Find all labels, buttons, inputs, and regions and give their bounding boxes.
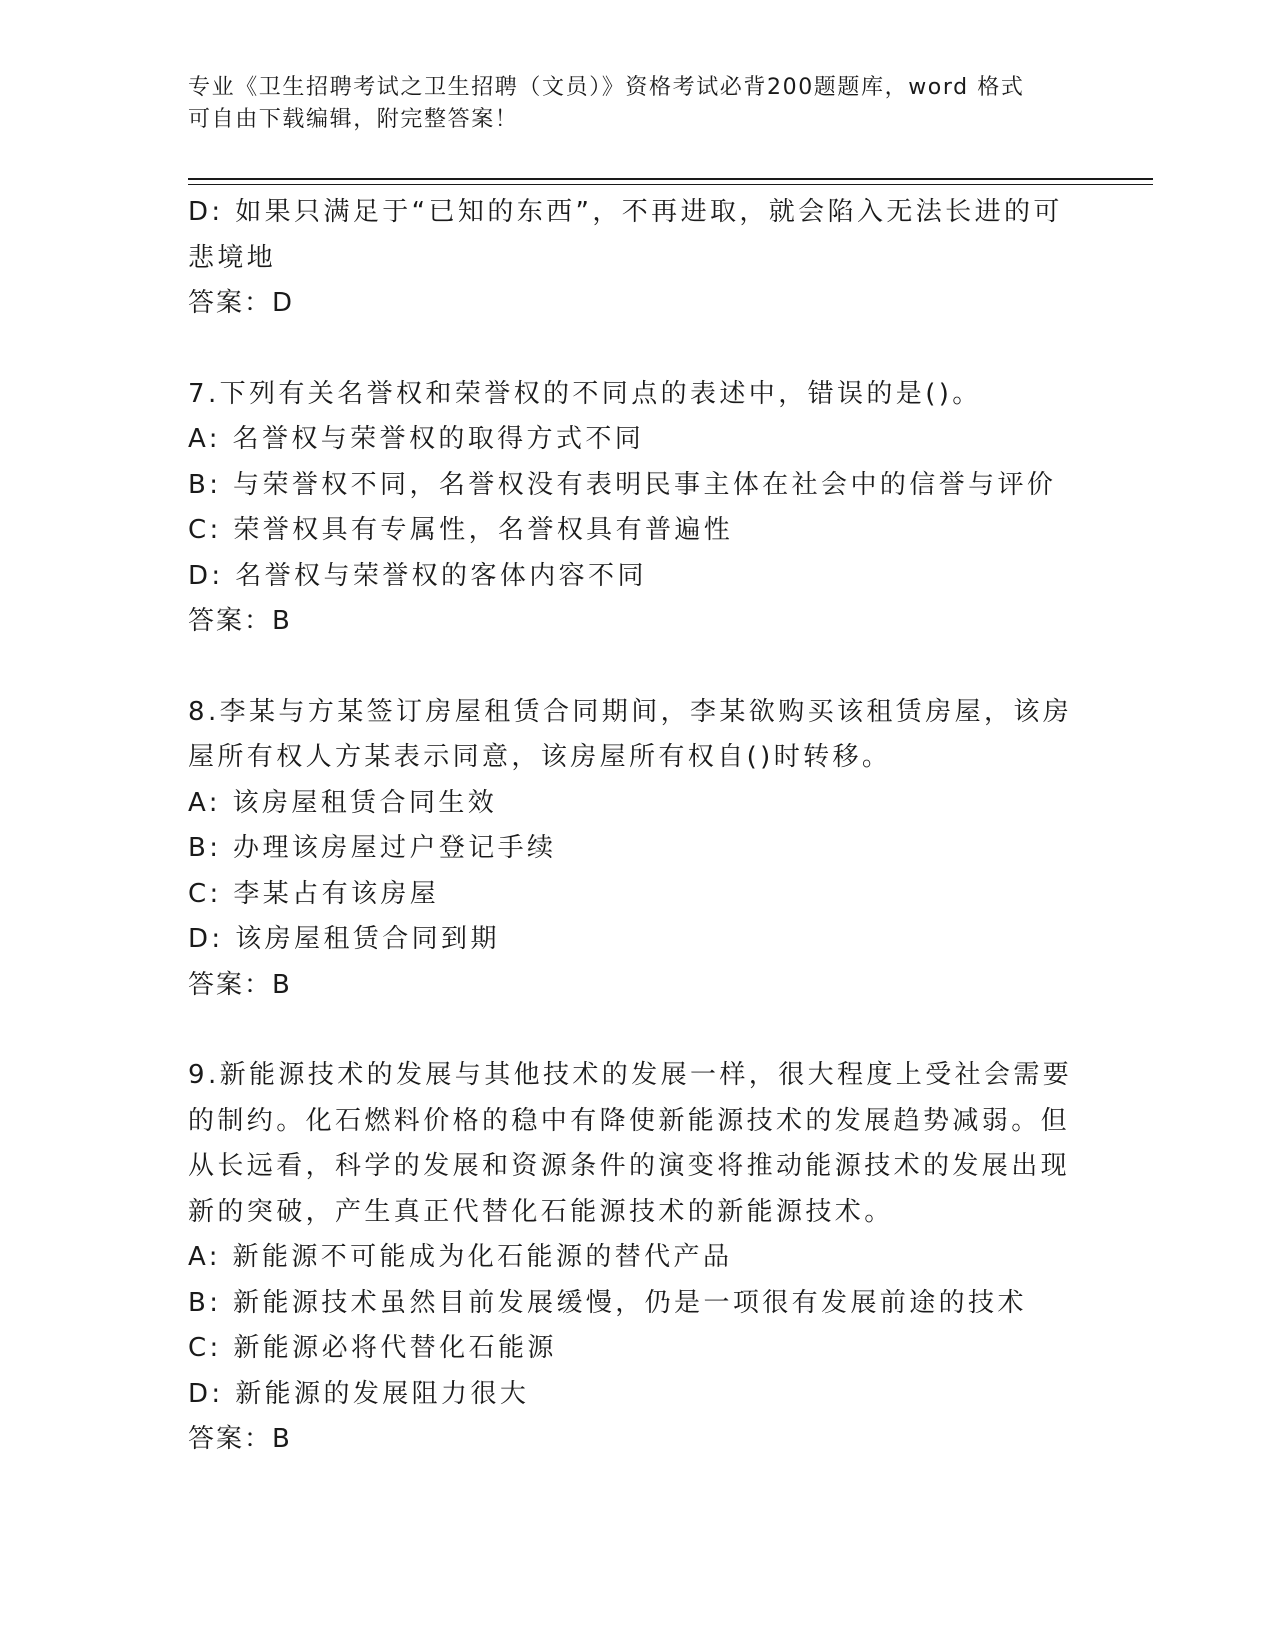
option-d-line-2: 悲境地 xyxy=(188,242,277,273)
option-d: D: 该房屋租赁合同到期 xyxy=(188,924,500,954)
question-block-9 xyxy=(188,1053,1073,1463)
option-b: B: 与荣誉权不同，名誉权没有表明民事主体在社会中的信誉与评价 xyxy=(188,469,1057,500)
option-b: B: 新能源技术虽然目前发展缓慢，仍是一项很有发展前途的技术 xyxy=(188,1287,1027,1318)
document-header xyxy=(188,72,1068,136)
option-d: D: 新能源的发展阻力很大 xyxy=(188,1378,530,1409)
option-a: A: 该房屋租赁合同生效 xyxy=(188,787,498,818)
question-stem-line-2: 的制约。化石燃料价格的稳中有降使新能源技术的发展趋势减弱。但 xyxy=(188,1105,1071,1136)
spacer xyxy=(188,327,1068,372)
option-d: D: 名誉权与荣誉权的客体内容不同 xyxy=(188,560,647,591)
answer-text: 答案：D xyxy=(188,288,295,318)
question-block-6 xyxy=(188,190,1068,327)
option-c: C: 新能源必将代替化石能源 xyxy=(188,1333,557,1363)
question-stem: 7.下列有关名誉权和荣誉权的不同点的表述中，错误的是()。 xyxy=(188,378,982,409)
question-stem-line-4: 新的突破，产生真正代替化石能源技术的新能源技术。 xyxy=(188,1196,894,1227)
question-stem-line-1: 8.李某与方某签订房屋租赁合同期间，李某欲购买该租赁房屋，该房 xyxy=(188,696,1073,727)
question-block-7 xyxy=(188,372,1068,645)
header-line-2: 可自由下载编辑，附完整答案！ xyxy=(188,107,519,132)
spacer xyxy=(188,645,1068,690)
answer-text: 答案：B xyxy=(188,606,292,636)
header-line-1: 专业《卫生招聘考试之卫生招聘（文员）》资格考试必背200题题库，word 格式 xyxy=(188,75,1025,100)
document-body xyxy=(188,190,1073,1463)
question-stem-line-1: 9.新能源技术的发展与其他技术的发展一样，很大程度上受社会需要 xyxy=(188,1060,1073,1090)
option-c: C: 荣誉权具有专属性，名誉权具有普遍性 xyxy=(188,515,734,545)
option-c: C: 李某占有该房屋 xyxy=(188,878,440,909)
answer-text: 答案：B xyxy=(188,1424,292,1454)
question-block-8 xyxy=(188,690,1073,1009)
option-b: B: 办理该房屋过户登记手续 xyxy=(188,833,557,863)
answer-text: 答案：B xyxy=(188,969,292,1000)
header-rule-thick xyxy=(188,178,1153,180)
option-a: A: 名誉权与荣誉权的取得方式不同 xyxy=(188,424,645,454)
spacer xyxy=(188,1008,1068,1053)
question-stem-line-3: 从长远看，科学的发展和资源条件的演变将推动能源技术的发展出现 xyxy=(188,1151,1071,1181)
option-a: A: 新能源不可能成为化石能源的替代产品 xyxy=(188,1242,733,1272)
question-stem-line-2: 屋所有权人方某表示同意，该房屋所有权自()时转移。 xyxy=(188,742,892,772)
option-d-line-1: D: 如果只满足于“已知的东西”，不再进取，就会陷入无法长进的可 xyxy=(188,197,1063,227)
header-rule-thin xyxy=(188,184,1153,185)
